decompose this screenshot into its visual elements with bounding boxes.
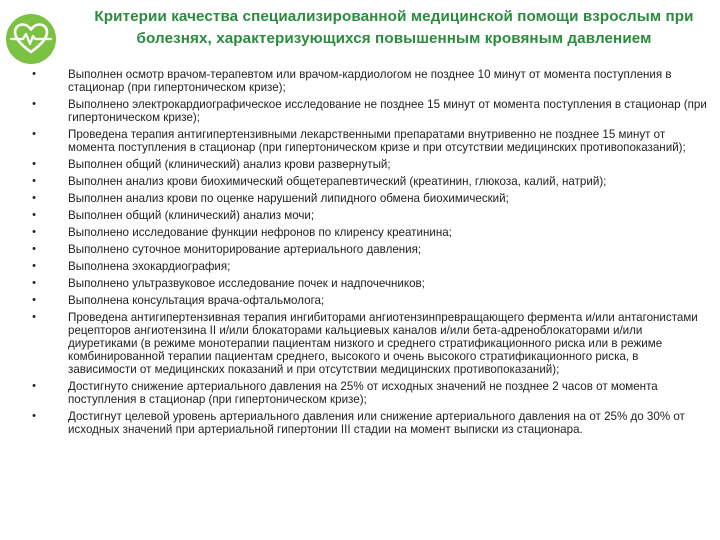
heart-pulse-icon [6,14,56,64]
bullet-icon: • [32,294,36,306]
title-line-2: болезнях, характеризующихся повышенным кровяным давлением [136,30,652,47]
list-item-text: Выполнено исследование функции нефронов по клиренсу креатинина; [68,226,452,239]
list-item-text: Выполнена консультация врача-офтальмолога; [68,294,325,307]
logo [6,14,56,64]
list-item-text: Выполнен осмотр врачом-терапевтом или врачом-кардиологом не позднее 10 минут от момента поступления в стационар (при гипертоническом кризе); [68,68,672,94]
bullet-icon: • [32,226,36,238]
bullet-icon: • [32,175,36,187]
list-item [28,294,710,307]
bullet-icon: • [32,260,36,272]
list-item [28,380,710,406]
bullet-icon: • [32,128,36,140]
list-item [28,226,710,239]
bullet-icon: • [32,243,36,255]
bullet-icon: • [32,311,36,323]
list-item [28,410,710,436]
list-item-text: Выполнен общий (клинический) анализ крови развернутый; [68,158,391,171]
list-item [28,158,710,171]
list-item-text: Выполнено суточное мониторирование артериального давления; [68,243,422,256]
list-item-text: Проведена антигипертензивная терапия ингибиторами ангиотензинпревращающего фермента и/или антагонистами рецепторов ангиотензина II и/или блокаторами кальциевых каналов и/или бета-адреноблокаторами и/или диуретиками (в режиме монотерапии пациентам низкого и среднего стратификационного риска или в режиме комбинированной терапии пациентам среднего, высокого и очень высокого стратификационного риска, в зависимости от медицинских показаний и при отсутствии медицинских противопоказаний); [68,311,698,376]
list-item [28,311,710,376]
bullet-icon: • [32,158,36,170]
list-item [28,209,710,222]
list-item-text: Выполнен общий (клинический) анализ мочи; [68,209,315,222]
list-item-text: Выполнено электрокардиографическое исследование не позднее 15 минут от момента поступления в стационар (при гипертоническом кризе); [68,98,707,124]
list-item-text: Выполнен анализ крови по оценке нарушений липидного обмена биохимический; [68,192,509,205]
list-item [28,260,710,273]
list-item [28,98,710,124]
list-item [28,243,710,256]
bullet-icon: • [32,277,36,289]
list-item-text: Выполнено ультразвуковое исследование почек и надпочечников; [68,277,425,290]
title-line-1: Критерии качества специализированной медицинской помощи взрослым при [94,8,694,25]
list-item [28,68,710,94]
criteria-list [28,68,710,440]
list-item [28,192,710,205]
list-item-text: Достигнут целевой уровень артериального давления или снижение артериального давления на от 25% до 30% от исходных значений при артериальной гипертонии III стадии на момент выписки из стационара. [68,410,685,436]
list-item-text: Проведена терапия антигипертензивными лекарственными препаратами внутривенно не позднее 15 минут от момента поступления в стационар (при гипертоническом кризе и при отсутствии медицинских противопоказаний); [68,128,686,154]
list-item [28,128,710,154]
bullet-icon: • [32,192,36,204]
list-item [28,277,710,290]
bullet-icon: • [32,68,36,80]
list-item [28,175,710,188]
bullet-icon: • [32,209,36,221]
list-item-text: Достигнуто снижение артериального давления на 25% от исходных значений не позднее 2 часов от момента поступления в стационар (при гипертоническом кризе); [68,380,658,406]
list-item-text: Выполнена эхокардиография; [68,260,231,273]
bullet-icon: • [32,380,36,392]
bullet-icon: • [32,98,36,110]
bullet-icon: • [32,410,36,422]
page-title [70,6,718,50]
list-item-text: Выполнен анализ крови биохимический общетерапевтический (креатинин, глюкоза, калий, натрий); [68,175,607,188]
